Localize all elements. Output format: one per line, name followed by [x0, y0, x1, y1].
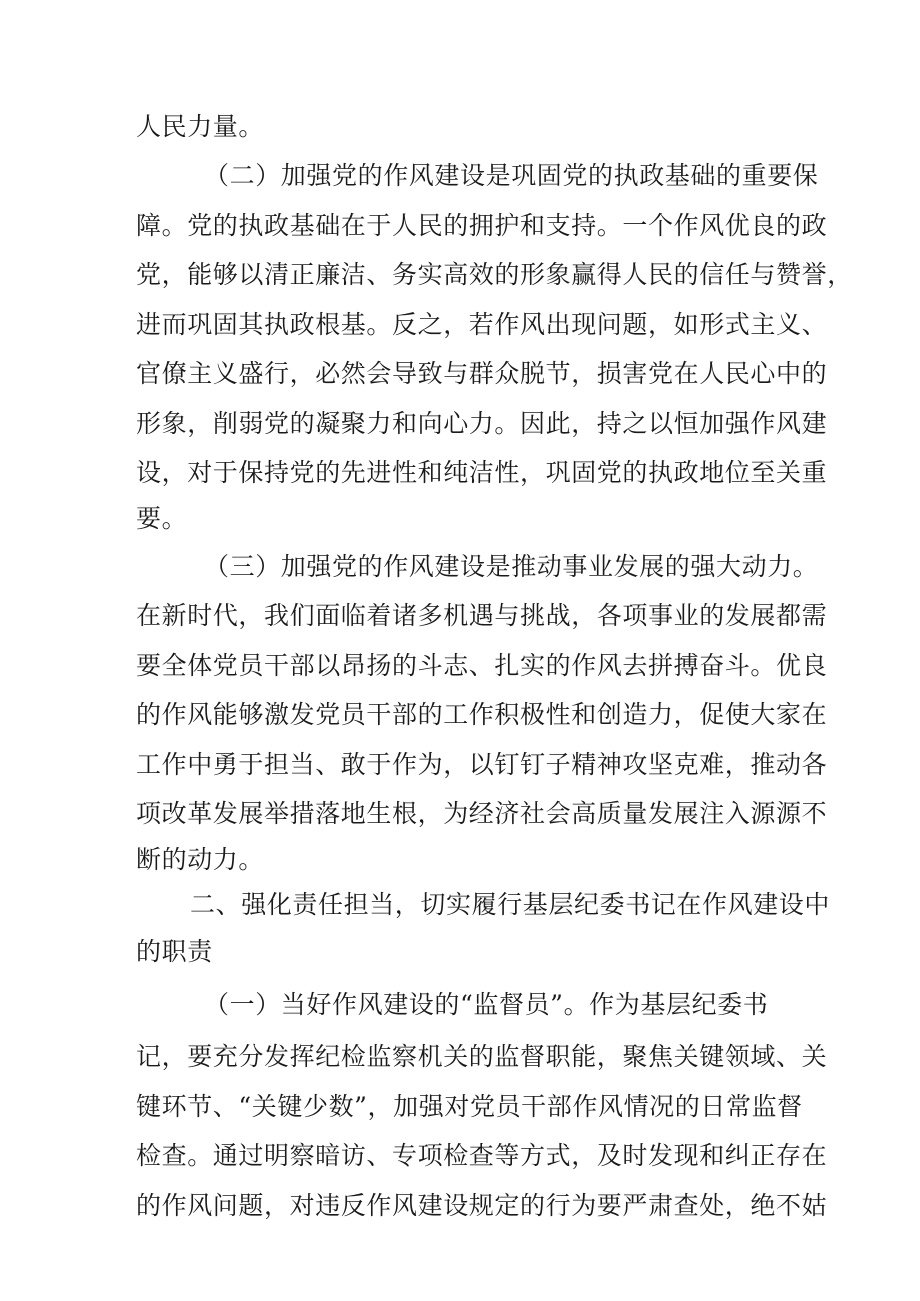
text-line: 记，要充分发挥纪检监察机关的监督职能，聚焦关键领域、关	[136, 1042, 828, 1071]
subheading-line: （三）加强党的作风建设是推动事业发展的强大动力。	[204, 552, 819, 581]
text-line: 断的动力。	[136, 845, 265, 874]
text-line: 党，能够以清正廉洁、务实高效的形象赢得人民的信任与赞誉，	[136, 260, 853, 289]
subheading-line: （二）加强党的作风建设是巩固党的执政基础的重要保	[204, 161, 819, 190]
text-line: 形象，削弱党的凝聚力和向心力。因此，持之以恒加强作风建	[136, 409, 828, 438]
text-line: 键环节、“关键少数”，加强对党员干部作风情况的日常监督	[136, 1092, 803, 1121]
text-line: 检查。通过明察暗访、专项检查等方式，及时发现和纠正存在	[136, 1141, 828, 1170]
text-line: 进而巩固其执政根基。反之，若作风出现问题，如形式主义、	[136, 310, 828, 339]
text-line: 的作风问题，对违反作风建设规定的行为要严肃查处，绝不姑	[136, 1191, 828, 1220]
text-line: 工作中勇于担当、敢于作为，以钉钉子精神攻坚克难，推动各	[136, 750, 828, 779]
text-line: 人民力量。	[136, 112, 265, 141]
text-line: 要全体党员干部以昂扬的斗志、扎实的作风去拼搏奋斗。优良	[136, 651, 828, 680]
text-line: 的作风能够激发党员干部的工作积极性和创造力，促使大家在	[136, 700, 828, 729]
text-line: 障。党的执政基础在于人民的拥护和支持。一个作风优良的政	[136, 211, 828, 240]
section-heading-line: 二、强化责任担当，切实履行基层纪委书记在作风建设中	[190, 890, 831, 919]
section-heading-line: 的职责	[136, 937, 213, 966]
text-line: 在新时代，我们面临着诸多机遇与挑战，各项事业的发展都需	[136, 601, 828, 630]
text-line: 项改革发展举措落地生根，为经济社会高质量发展注入源源不	[136, 799, 828, 828]
text-line: 设，对于保持党的先进性和纯洁性，巩固党的执政地位至关重	[136, 458, 828, 487]
text-line: 官僚主义盛行，必然会导致与群众脱节，损害党在人民心中的	[136, 359, 828, 388]
subheading-line: （一）当好作风建设的“监督员”。作为基层纪委书	[204, 990, 769, 1019]
text-line: 要。	[136, 504, 188, 533]
